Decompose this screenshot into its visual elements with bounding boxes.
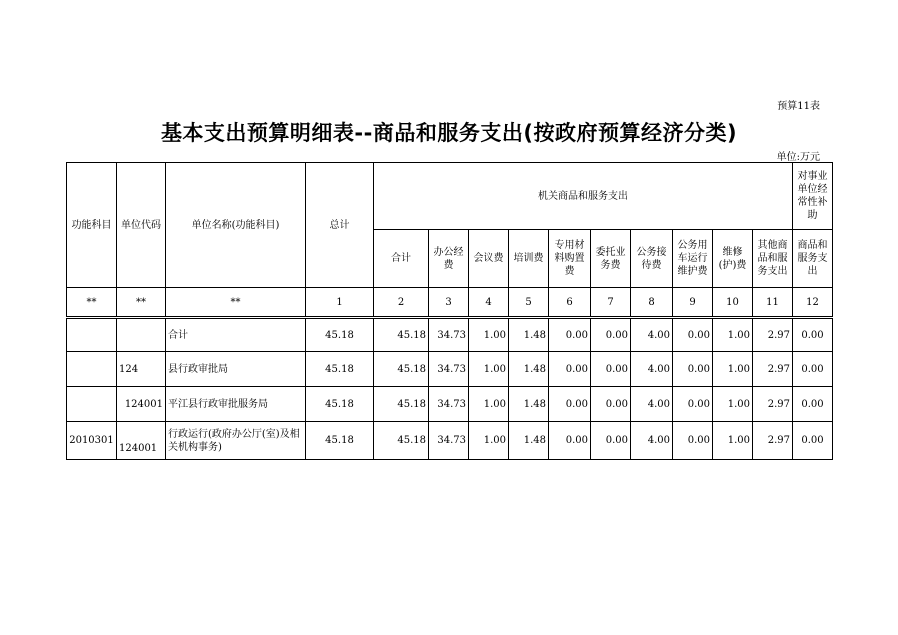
value-cell: 0.00 xyxy=(591,352,631,387)
unit-code-cell xyxy=(117,318,166,352)
value-cell: 1.00 xyxy=(469,387,509,422)
value-cell: 0.00 xyxy=(793,352,833,387)
unit-name-cell: 平江县行政审批服务局 xyxy=(166,387,306,422)
value-cell: 2.97 xyxy=(753,318,793,352)
table-row xyxy=(67,318,833,352)
index-cell: 10 xyxy=(713,288,753,318)
value-cell: 0.00 xyxy=(673,352,713,387)
value-cell: 2.97 xyxy=(753,387,793,422)
index-cell: 1 xyxy=(306,288,374,318)
value-cell: 2.97 xyxy=(753,352,793,387)
value-cell: 0.00 xyxy=(793,318,833,352)
value-cell: 0.00 xyxy=(549,352,591,387)
header-commission-fee: 委托业务费 xyxy=(591,230,631,288)
index-cell: 3 xyxy=(429,288,469,318)
value-cell: 1.00 xyxy=(469,318,509,352)
value-cell: 45.18 xyxy=(306,387,374,422)
value-cell: 1.00 xyxy=(713,387,753,422)
value-cell: 0.00 xyxy=(793,422,833,460)
value-cell: 0.00 xyxy=(549,387,591,422)
form-number: 预算11表 xyxy=(777,101,820,112)
unit-name-cell: 合计 xyxy=(166,318,306,352)
header-maintenance-fee: 维修(护)费 xyxy=(713,230,753,288)
value-cell: 0.00 xyxy=(793,387,833,422)
budget-table xyxy=(66,162,833,460)
index-cell: 12 xyxy=(793,288,833,318)
value-cell: 45.18 xyxy=(374,318,429,352)
value-cell: 45.18 xyxy=(306,422,374,460)
header-unit-name: 单位名称(功能科目) xyxy=(166,163,306,288)
value-cell: 0.00 xyxy=(549,318,591,352)
index-cell: 7 xyxy=(591,288,631,318)
func-subject-cell xyxy=(67,387,117,422)
unit-code-cell: 124001 xyxy=(117,387,166,422)
index-cell: 8 xyxy=(631,288,673,318)
page-title: 基本支出预算明细表--商品和服务支出(按政府预算经济分类) xyxy=(160,121,738,145)
unit-label: 单位:万元 xyxy=(776,152,820,163)
value-cell: 34.73 xyxy=(429,387,469,422)
value-cell: 2.97 xyxy=(753,422,793,460)
header-total: 总计 xyxy=(306,163,374,288)
header-reception-fee: 公务接待费 xyxy=(631,230,673,288)
value-cell: 45.18 xyxy=(374,422,429,460)
value-cell: 0.00 xyxy=(591,387,631,422)
index-cell: 11 xyxy=(753,288,793,318)
func-subject-cell xyxy=(67,318,117,352)
value-cell: 1.48 xyxy=(509,352,549,387)
index-cell: 9 xyxy=(673,288,713,318)
value-cell: 0.00 xyxy=(591,422,631,460)
header-training-fee: 培训费 xyxy=(509,230,549,288)
header-subsidy-goods: 商品和服务支出 xyxy=(793,230,833,288)
value-cell: 1.00 xyxy=(469,352,509,387)
value-cell: 1.00 xyxy=(713,318,753,352)
header-meeting-fee: 会议费 xyxy=(469,230,509,288)
index-cell: ** xyxy=(67,288,117,318)
value-cell: 34.73 xyxy=(429,318,469,352)
index-cell: ** xyxy=(166,288,306,318)
header-vehicle-fee: 公务用车运行维护费 xyxy=(673,230,713,288)
header-subsidy-group: 对事业单位经常性补助 xyxy=(793,163,833,230)
value-cell: 1.48 xyxy=(509,318,549,352)
value-cell: 0.00 xyxy=(549,422,591,460)
value-cell: 1.48 xyxy=(509,422,549,460)
table-row xyxy=(67,422,833,460)
value-cell: 1.48 xyxy=(509,387,549,422)
value-cell: 45.18 xyxy=(374,352,429,387)
header-func-subject: 功能科目 xyxy=(67,163,117,288)
value-cell: 45.18 xyxy=(374,387,429,422)
unit-name-cell: 行政运行(政府办公厅(室)及相关机构事务) xyxy=(166,422,306,460)
value-cell: 4.00 xyxy=(631,318,673,352)
index-cell: 6 xyxy=(549,288,591,318)
header-materials-fee: 专用材料购置费 xyxy=(549,230,591,288)
value-cell: 0.00 xyxy=(673,422,713,460)
value-cell: 45.18 xyxy=(306,318,374,352)
index-cell: 4 xyxy=(469,288,509,318)
unit-code-cell: 124 xyxy=(117,352,166,387)
value-cell: 1.00 xyxy=(713,352,753,387)
value-cell: 4.00 xyxy=(631,422,673,460)
header-unit-code: 单位代码 xyxy=(117,163,166,288)
header-sub-total: 合计 xyxy=(374,230,429,288)
value-cell: 45.18 xyxy=(306,352,374,387)
value-cell: 1.00 xyxy=(469,422,509,460)
unit-code-cell: 124001 xyxy=(117,422,166,460)
header-agency-goods-services: 机关商品和服务支出 xyxy=(374,163,793,230)
value-cell: 0.00 xyxy=(673,387,713,422)
value-cell: 34.73 xyxy=(429,352,469,387)
unit-name-cell: 县行政审批局 xyxy=(166,352,306,387)
table-row xyxy=(67,352,833,387)
table-row xyxy=(67,387,833,422)
index-cell: 2 xyxy=(374,288,429,318)
header-office-fee: 办公经费 xyxy=(429,230,469,288)
index-cell: 5 xyxy=(509,288,549,318)
value-cell: 1.00 xyxy=(713,422,753,460)
value-cell: 4.00 xyxy=(631,387,673,422)
func-subject-cell: 2010301 xyxy=(67,422,117,460)
value-cell: 4.00 xyxy=(631,352,673,387)
header-other-fee: 其他商品和服务支出 xyxy=(753,230,793,288)
value-cell: 34.73 xyxy=(429,422,469,460)
value-cell: 0.00 xyxy=(591,318,631,352)
index-cell: ** xyxy=(117,288,166,318)
value-cell: 0.00 xyxy=(673,318,713,352)
func-subject-cell xyxy=(67,352,117,387)
